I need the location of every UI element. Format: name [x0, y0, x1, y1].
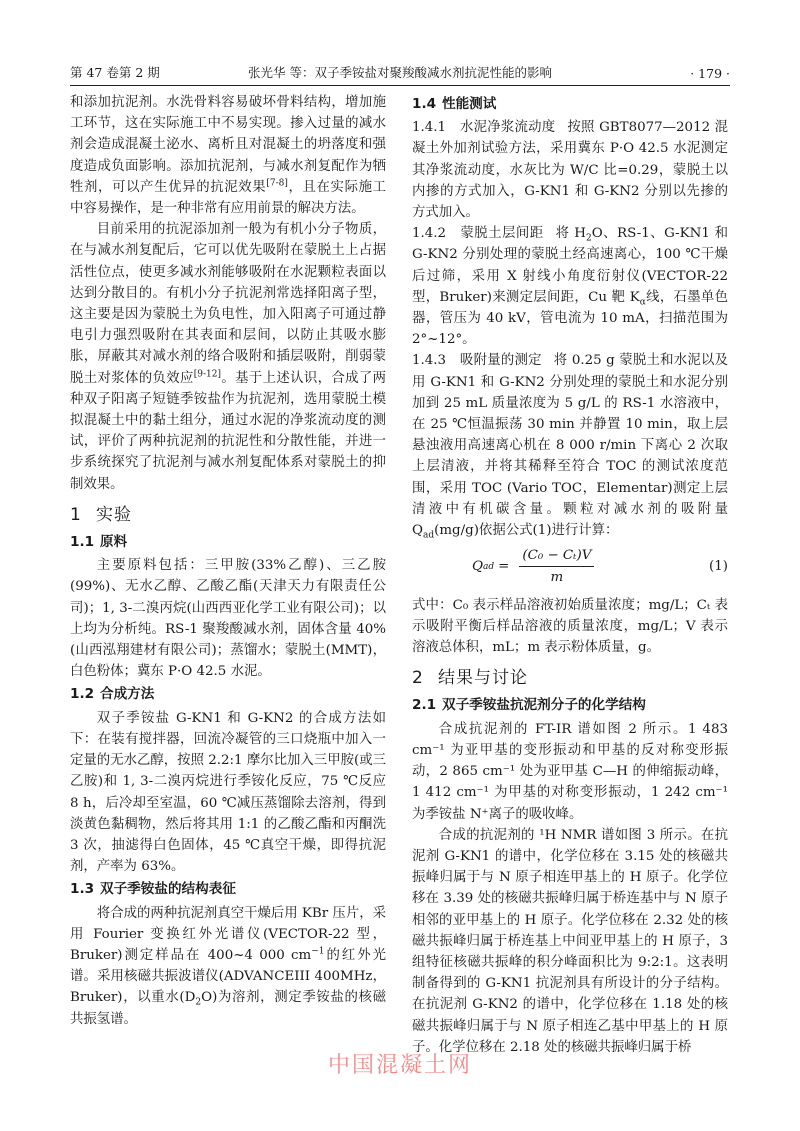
subsection-heading-1-2: 1.2 合成方法 [70, 686, 155, 703]
citation[interactable]: [7-8] [266, 178, 288, 189]
subsubsection-label: 1.4.3 吸附量的测定 [412, 353, 542, 369]
running-header [70, 55, 730, 86]
header-volume: 第 47 卷第 2 期 [70, 65, 160, 80]
paragraph: 主要原料包括：三甲胺(33%乙醇)、三乙胺(99%)、无水乙醇、乙酸乙酯(天津天力有限责任公司)；1, 3-二溴丙烷(山西西亚化学工业有限公司)；以上均为分析纯。RS-1 聚羧酸减水剂，固体含量 40%(山西泓翔建材有限公司)；蒸馏水；蒙脱土(MMT)，白色粉体；冀东 P·O 42.5 水泥。 [70, 558, 386, 680]
site-watermark: 中国混凝土网 [327, 1053, 472, 1078]
paragraph: 将合成的两种抗泥剂真空干燥后用 KBr 压片，采用 Fourier 变换红外光谱仪(VECTOR-22 型，Bruker)测定样品在 400~4 000 $cm^{-1}$的红外光谱。采用核磁共振波谱仪(ADVANCEIII 400MHz，Bruker)，以重水$(D_2O)$为溶剂，测定季铵盐的核磁共振氢谱。 [70, 905, 386, 1027]
subsection-heading-1-3: 1.3 双子季铵盐的结构表征 [70, 881, 236, 898]
paragraph: 双子季铵盐 G-KN1 和 G-KN2 的合成方法如下：在装有搅拌器，回流冷凝管的三口烧瓶中加入一定量的无水乙醇，按照 2.2:1 摩尔比加入三甲胺(或三乙胺)和 1, 3-二溴丙烷进行季铵化反应，75 ℃反应 8 h，后冷却至室温，60 ℃减压蒸馏除去溶剂，得到淡黄色黏稠物，然后将其用 1:1 的乙酸乙酯和丙酮洗 3 次，抽滤得白色固体，45 ℃真空干燥，即得抗泥剂，产率为 63%。 [70, 710, 386, 875]
subsubsection-label: 1.4.2 蒙脱土层间距 [412, 226, 544, 242]
subsection-heading-1-4: 1.4 性能测试 [412, 96, 497, 112]
section-heading-1: 1 实验 [70, 504, 132, 525]
paragraph: 合成抗泥剂的 FT-IR 谱如图 2 所示。1 483 cm⁻¹ 为亚甲基的变形振动和甲基的反对称变形振动，2 865 cm⁻¹ 处为亚甲基 C—H 的伸缩振动峰，1 412 cm⁻¹ 为甲基的对称变形振动，1 242 cm⁻¹ 为季铵盐 N⁺离子的吸收峰。 [412, 721, 728, 822]
subsubsection-label: 1.4.1 水泥净浆流动度 [412, 120, 556, 136]
paragraph: 1.4.3 吸附量的测定 将 0.25 g 蒙脱土和水泥以及用 G-KN1 和 G-KN2 分别处理的蒙脱土和水泥分别加到 25 mL 质量浓度为 5 g/L 的 RS-1 水溶液中，在 25 ℃恒温振荡 30 min 并静置 10 min，取上层悬浊液用高速离心机在 8 000 r/min 下离心 2 次取上层清液，并将其稀释至符合 TOC 的测试浓度范围，采用 TOC (Vario TOC，Elementar)测定上层清液中有机碳含量。颗粒对减水剂的吸附量 $Q_{ad}(mg/g)$依据公式(1)进行计算： [412, 353, 729, 541]
left-column [70, 92, 386, 1030]
subsection-heading-2-1: 2.1 双子季铵盐抗泥剂分子的化学结构 [412, 697, 646, 714]
citation[interactable]: [9-12] [193, 369, 221, 380]
header-title: 张光华 等：双子季铵盐对聚羧酸减水剂抗泥性能的影响 [248, 65, 552, 80]
subsection-heading-1-1: 1.1 原料 [70, 534, 128, 551]
equation-numerator: (C₀ − Cₜ)V [519, 545, 594, 567]
right-column [412, 92, 728, 1058]
header-page-number: · 179 · [690, 66, 730, 81]
paragraph: 和添加抗泥剂。水洗骨料容易破坏骨料结构，增加施工环节，这在实际施工中不易实现。掺入过量的减水剂会造成混凝土泌水、离析且对混凝土的坍落度和强度造成负面影响。添加抗泥剂，与减水剂复配作为牺牲剂，可以产生优异的抗泥效果[7-8]，且在实际施工中容易操作，是一种非常有应用前景的解决方法。 [70, 95, 387, 217]
paragraph: 1.4.1 水泥净浆流动度 按照 GBT8077—2012 混凝土外加剂试验方法，采用冀东 P·O 42.5 水泥测定其净浆流动度，水灰比为 W/C 比=0.29，蒙脱土以内掺的方式加入，G-KN1 和 G-KN2 分别以先掺的方式加入。 [412, 120, 728, 221]
equation-number: (1) [709, 559, 728, 575]
paragraph: 式中：C₀ 表示样品溶液初始质量浓度；mg/L；Cₜ 表示吸附平衡后样品溶液的质量浓度，mg/L；V 表示溶液总体积，mL；m 表示粉体质量，g。 [412, 597, 728, 656]
paragraph: 合成的抗泥剂的 ¹H NMR 谱如图 3 所示。在抗泥剂 G-KN1 的谱中，化学位移在 3.15 处的核磁共振峰归属于与 N 原子相连甲基上的 H 原子。化学位移在 3.39 处的核磁共振峰归属于桥连基中与 N 原子相邻的亚甲基上的 H 原子。化学位移在 2.32 处的核磁共振峰归属于桥连基上中间亚甲基上的 H 原子，3 组特征核磁共振峰的积分峰面积比为 9:2:1。这表明制备得到的 G-KN1 抗泥剂具有所设计的分子结构。在抗泥剂 G-KN2 的谱中，化学位移在 1.18 处的核磁共振峰归属于与 N 原子相连乙基中甲基上的 H 原子。化学位移在 2.18 处的核磁共振峰归属于桥 [412, 827, 728, 1055]
equation-1: Q ad = $\frac{\text{(C₀ − Cₜ)V}}{m}$ (1) [412, 545, 728, 588]
paragraph: 目前采用的抗泥添加剂一般为有机小分子物质，在与减水剂复配后，它可以优先吸附在蒙脱土上占据活性位点，使更多减水剂能够吸附在水泥颗粒表面以达到分散目的。有机小分子抗泥剂常选择阳离子型，这主要是因为蒙脱土为负电性，加入阳离子可通过静电引力强烈吸附在其表面和层间，以防止其吸水膨胀，屏蔽其对减水剂的络合吸附和插层吸附，削弱蒙脱土对浆体的负效应[9-12]。基于上述认识，合成了两种双子阳离子短链季铵盐作为抗泥剂，选用蒙脱土模拟混凝土中的黏土组分，通过水泥的净浆流动度的测试，评价了两种抗泥剂的抗泥性和分散性能，并进一步系统探究了抗泥剂与减水剂复配体系对蒙脱土的抑制效果。 [70, 222, 386, 492]
section-heading-2: 2 结果与讨论 [412, 668, 528, 689]
equation-denominator: m [550, 570, 564, 586]
paragraph: 1.4.2 蒙脱土层间距 将 $H_2O$、RS-1、G-KN1 和 G-KN2 分别处理的蒙脱土经高速离心，100 ℃干燥后过筛，采用 X 射线小角度衍射仪(VECTOR-22 型，Bruker)来测定层间距，Cu 靶 $K_\alpha$线，石墨单色器，管压为 40 kV，管电流为 10 mA，扫描范围为 2°~12°。 [412, 226, 729, 348]
